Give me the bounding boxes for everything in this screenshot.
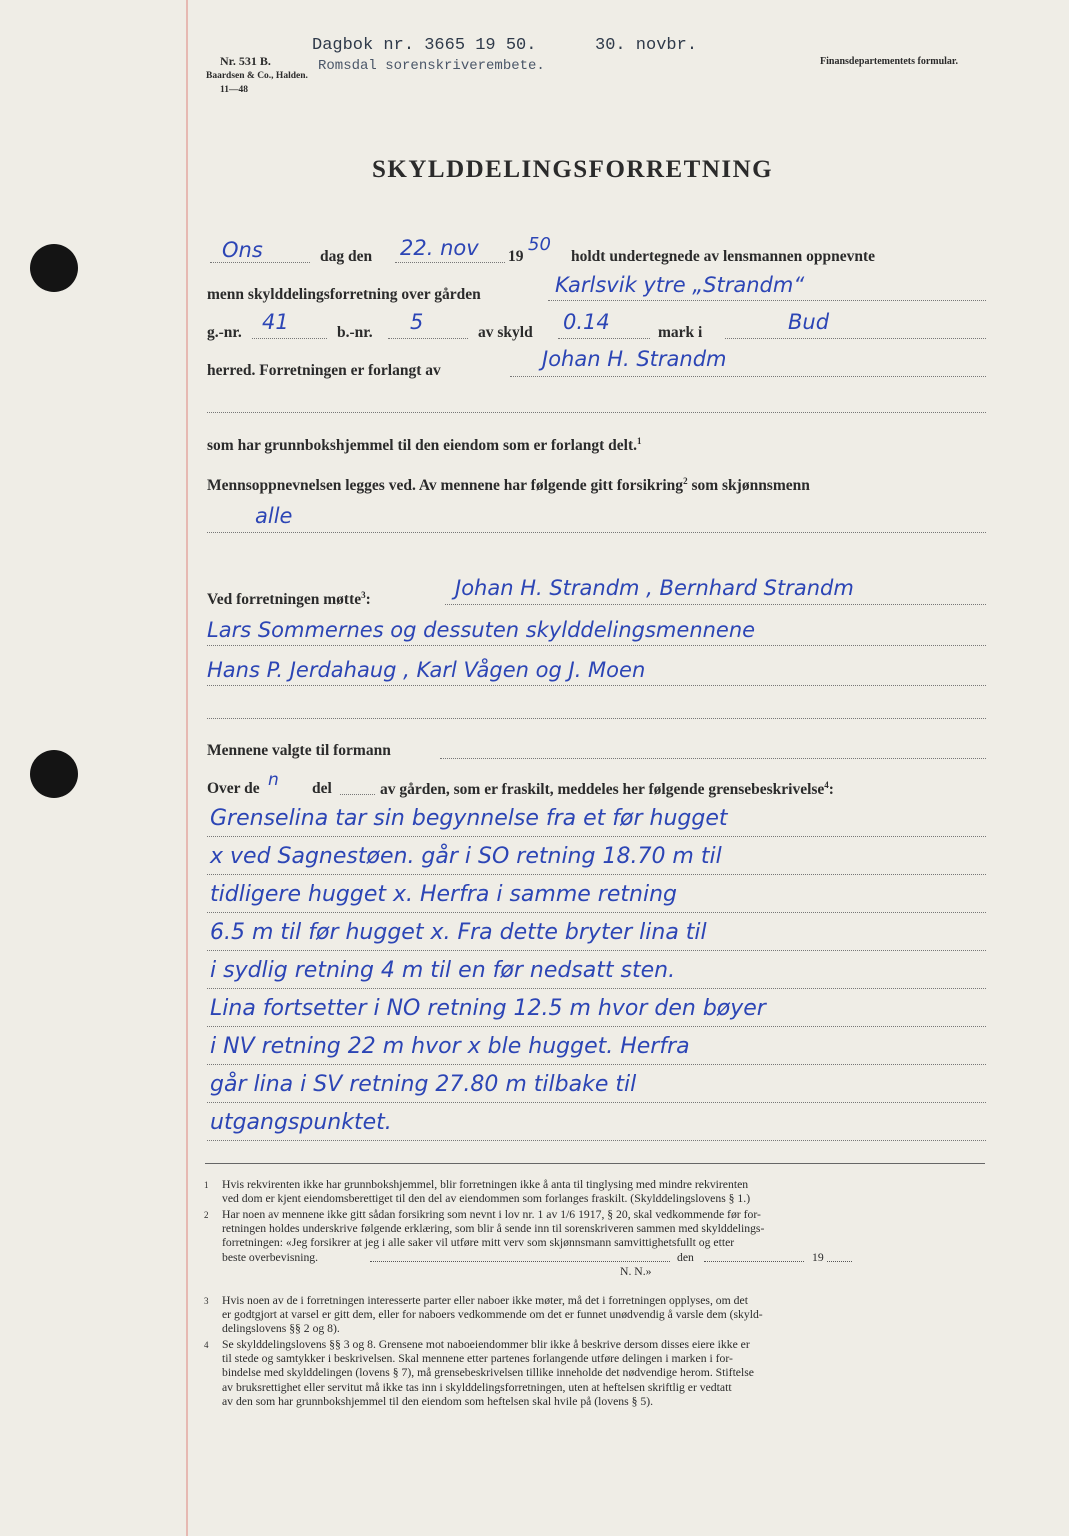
hw-part: n: [268, 770, 279, 790]
text-menns: Mennsoppnevnelsen legges ved. Av mennene har følgende gitt forsikring$^2$ som skjønnsmenn: [207, 476, 810, 495]
text-grunnbok: som har grunnbokshjemmel til den eiendom som er forlangt delt.$^1$: [207, 436, 642, 455]
hw-boundary-line: går lina i SV retning 27.80 m tilbake til: [210, 1072, 637, 1097]
hw-requested-by: Johan H. Strandm: [542, 347, 727, 371]
footnote-1: 1 Hvis rekvirenten ikke har grunnbokshjemmel, blir forretningen ikke å anta til tinglysing med mindre rekvirenten ved dom er kjent eiendomsberettiget til den del av eiendommen som forlanges fraskilt. (Skylddelingslovens § 1.): [204, 1178, 751, 1206]
form-number: Nr. 531 B.: [220, 54, 271, 68]
hw-boundary-line: i NV retning 22 m hvor x ble hugget. Herfra: [210, 1034, 690, 1059]
label-over-rest: av gården, som er fraskilt, meddeles her følgende grensebeskrivelse$^4$:: [380, 780, 834, 799]
footnote-2: 2 Har noen av mennene ikke gitt sådan forsikring som nevnt i lov nr. 1 av 1/6 1917, § 20, skal vedkommende før for- retningen holdes underskrive følgende erklæring, som blir å sende inn til sorenskriveren sammen med skylddelings- forretningen: «Jeg forsikrer at jeg i alle saker vil utføre mitt verv som skjønnsmann samvittighetsfullt og etter beste overbevisning. den 19 N. N.»: [222, 1208, 764, 1279]
label-gnr: g.-nr.: [207, 324, 242, 341]
hw-boundary-line: i sydlig retning 4 m til en før nedsatt sten.: [210, 958, 676, 983]
hw-boundary-line: tidligere hugget x. Herfra i samme retning: [210, 882, 677, 907]
stamp-dagbok: Dagbok nr. 3665 19 50.: [312, 36, 537, 55]
form-source: Finansdepartementets formular.: [820, 56, 958, 67]
label-bnr: b.-nr.: [337, 324, 373, 341]
hw-boundary-line: Lina fortsetter i NO retning 12.5 m hvor den bøyer: [210, 996, 766, 1021]
hw-farm: Karlsvik ytre „Strandm“: [555, 273, 805, 297]
printer-name: Baardsen & Co., Halden.: [206, 71, 308, 81]
punch-hole: [30, 244, 78, 292]
label-herred: herred. Forretningen er forlangt av: [207, 362, 441, 379]
label-mottes: Ved forretningen møtte$^3$:: [207, 590, 371, 609]
punch-hole: [30, 750, 78, 798]
label-menn: menn skylddelingsforretning over gården: [207, 286, 481, 303]
label-dag-den: dag den: [320, 248, 373, 265]
hw-sworn: alle: [255, 504, 293, 528]
hw-attendee-line: Hans P. Jerdahaug , Karl Vågen og J. Moen: [207, 658, 646, 682]
label-formann: Mennene valgte til formann: [207, 742, 391, 759]
label-holdt: holdt undertegnede av lensmannen oppnevnte: [571, 248, 876, 265]
hw-gnr: 41: [262, 310, 289, 334]
hw-boundary-line: 6.5 m til før hugget x. Fra dette bryter lina til: [210, 920, 707, 945]
hw-boundary-line: utgangspunktet.: [210, 1110, 392, 1135]
hw-attendee-line: Lars Sommernes og dessuten skylddelingsmennene: [207, 618, 756, 642]
footnote-3: 3 Hvis noen av de i forretningen interesserte parter eller naboer ikke møter, må det i forretningen opplyses, om det er godtgjort at varsel er gitt dem, eller for naboers vedkommende om det er funnet unødvendig å varsle dem (skyld- delingslovens §§ 2 og 8).: [204, 1294, 763, 1336]
label-year-prefix: 19: [508, 248, 524, 265]
label-skyld: av skyld: [478, 324, 533, 341]
footnote-separator: [205, 1163, 985, 1164]
document-title: SKYLDDELINGSFORRETNING: [372, 156, 774, 183]
stamp-date: 30. novbr.: [595, 36, 698, 55]
hw-year: 50: [528, 234, 551, 255]
margin-rule: [186, 0, 188, 1536]
hw-date: 22. nov: [400, 236, 479, 260]
hw-weekday: Ons: [222, 238, 263, 262]
label-mark: mark i: [658, 324, 703, 341]
hw-skyld: 0.14: [563, 310, 610, 334]
stamp-office: Romsdal sorenskriverembete.: [318, 58, 545, 74]
hw-boundary-line: Grenselina tar sin begynnelse fra et før hugget: [210, 806, 728, 831]
hw-bnr: 5: [410, 310, 424, 334]
label-del: del: [312, 780, 332, 797]
hw-boundary-line: x ved Sagnestøen. går i SO retning 18.70 m til: [210, 844, 722, 869]
hw-attendee-line: Johan H. Strandm , Bernhard Strandm: [455, 576, 854, 600]
footnote-4: 4 Se skylddelingslovens §§ 3 og 8. Grensene mot naboeiendommer blir ikke å beskrive dersom disses eiere ikke er til stede og samtykker i beskrivelsen. Skal mennene etter partenes forlangende utføre delingen i marken i for- bindelse med skylddelingen (lovens § 7), må grensebeskrivelsen tillike inneholde det nødvendige herom. Stiftelse av bruksrettighet eller servitut må ikke tas inn i skylddelingsforretningen, uten at heftelsen skriftlig er vedtatt av den som har grunnbokshjemmel til den eiendom som heftelsen skal hvile på (lovens § 5).: [204, 1338, 754, 1408]
hw-herred: Bud: [788, 310, 830, 334]
print-code: 11—48: [220, 85, 248, 95]
label-over-de: Over de: [207, 780, 260, 797]
